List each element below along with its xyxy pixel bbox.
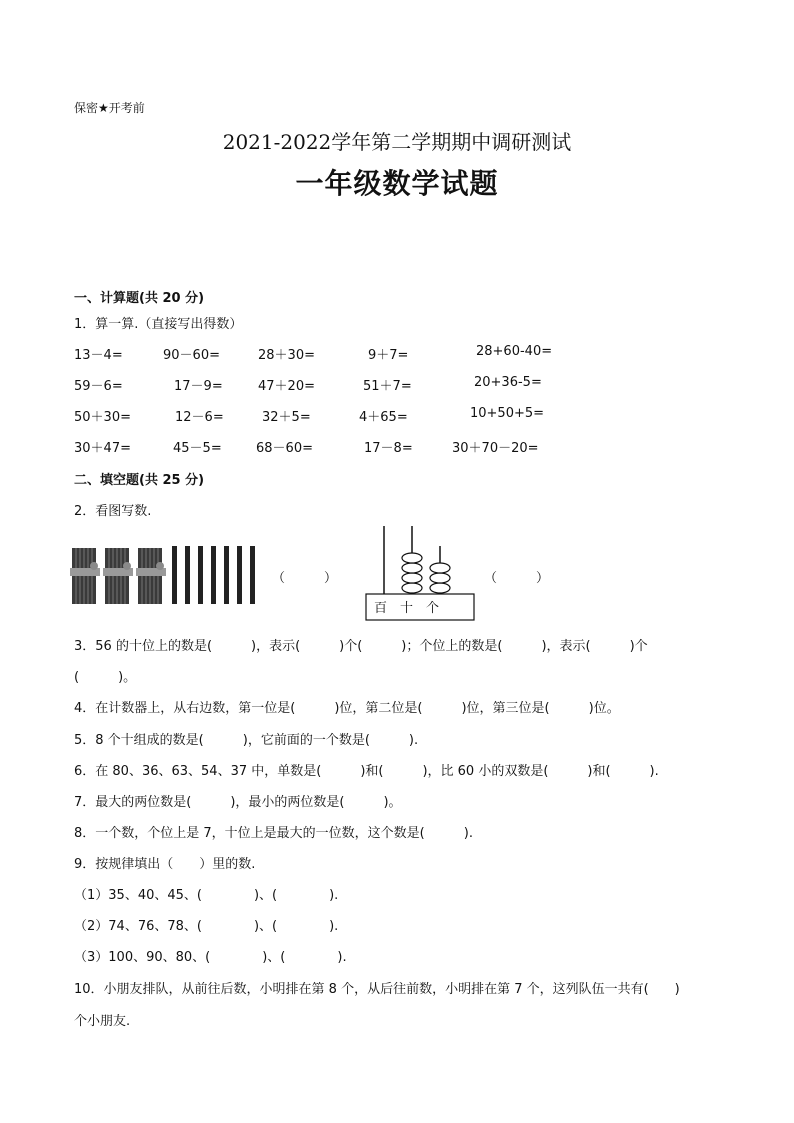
question-9-part-3: （3）100、90、80、( )、( ). (74, 950, 347, 965)
question-10-line-2: 个小朋友. (74, 1014, 131, 1029)
question-6: 6．在 80、36、63、54、37 中，单数是( )和( )，比 60 小的双数是( )和( ). (74, 764, 659, 779)
answer-blank-abacus[interactable]: （ ） (484, 571, 550, 586)
calc-item: 45－5= (173, 441, 222, 456)
question-2: 2．看图写数. (74, 504, 152, 519)
question-1: 1．算一算.（直接写出得数） (74, 317, 243, 332)
counting-sticks-image (70, 540, 262, 608)
question-9-part-1: （1）35、40、45、( )、( ). (74, 888, 339, 903)
calc-item: 50＋30= (74, 410, 131, 425)
calc-item: 4＋65= (359, 410, 408, 425)
calc-item: 59－6= (74, 379, 123, 394)
single-stick (198, 546, 203, 604)
calc-item: 30＋47= (74, 441, 131, 456)
single-stick (224, 546, 229, 604)
single-stick (250, 546, 255, 604)
question-8: 8．一个数，个位上是 7，十位上是最大的一位数，这个数是( ). (74, 826, 473, 841)
calc-item: 17－8= (364, 441, 413, 456)
exam-title: 2021-2022学年第二学期期中调研测试 (222, 130, 572, 154)
calc-item: 90－60= (163, 348, 220, 363)
question-3-line-1: 3．56 的十位上的数是( )，表示( )个( )；个位上的数是( )，表示( )个 (74, 639, 648, 654)
stick-bundle (70, 548, 100, 604)
calc-item: 10+50+5= (470, 406, 545, 421)
calc-item: 9＋7= (368, 348, 409, 363)
single-stick (172, 546, 177, 604)
single-stick (211, 546, 216, 604)
calc-item: 30＋70－20= (452, 441, 539, 456)
question-9: 9．按规律填出（ ）里的数. (74, 857, 256, 872)
single-stick (237, 546, 242, 604)
question-3-line-2: ( )。 (74, 670, 137, 685)
section-2-heading: 二、填空题(共 25 分) (74, 473, 205, 488)
question-9-part-2: （2）74、76、78、( )、( ). (74, 919, 339, 934)
answer-blank-sticks[interactable]: （ ） (272, 571, 338, 586)
abacus-bead (430, 573, 450, 583)
single-stick (185, 546, 190, 604)
question-4: 4．在计数器上，从右边数，第一位是( )位，第二位是( )位，第三位是( )位。 (74, 701, 620, 716)
calc-item: 47＋20= (258, 379, 315, 394)
stick-bundle (136, 548, 166, 604)
abacus-bead (402, 583, 422, 593)
calc-item: 20+36-5= (474, 375, 542, 390)
abacus-bead (430, 563, 450, 573)
calc-item: 32＋5= (262, 410, 311, 425)
calc-item: 17－9= (174, 379, 223, 394)
calc-item: 28+60-40= (476, 344, 553, 359)
abacus-bead (402, 553, 422, 563)
calc-item: 68－60= (256, 441, 313, 456)
abacus-bead (402, 563, 422, 573)
calc-item: 13－4= (74, 348, 123, 363)
question-5: 5．8 个十组成的数是( )，它前面的一个数是( ). (74, 733, 419, 748)
question-7: 7．最大的两位数是( )，最小的两位数是( )。 (74, 795, 402, 810)
calc-item: 12－6= (175, 410, 224, 425)
confidential-note: 保密★开考前 (74, 101, 145, 115)
abacus-place-labels: 百 十 个 (374, 601, 440, 616)
abacus-bead (430, 583, 450, 593)
calc-item: 51＋7= (363, 379, 412, 394)
section-1-heading: 一、计算题(共 20 分) (74, 291, 205, 306)
abacus-bead (402, 573, 422, 583)
question-10-line-1: 10．小朋友排队，从前往后数，小明排在第 8 个，从后往前数，小明排在第 7 个，这列队伍一共有( ) (74, 982, 680, 997)
calc-item: 28＋30= (258, 348, 315, 363)
stick-bundle (103, 548, 133, 604)
exam-subtitle: 一年级数学试题 (295, 167, 499, 200)
